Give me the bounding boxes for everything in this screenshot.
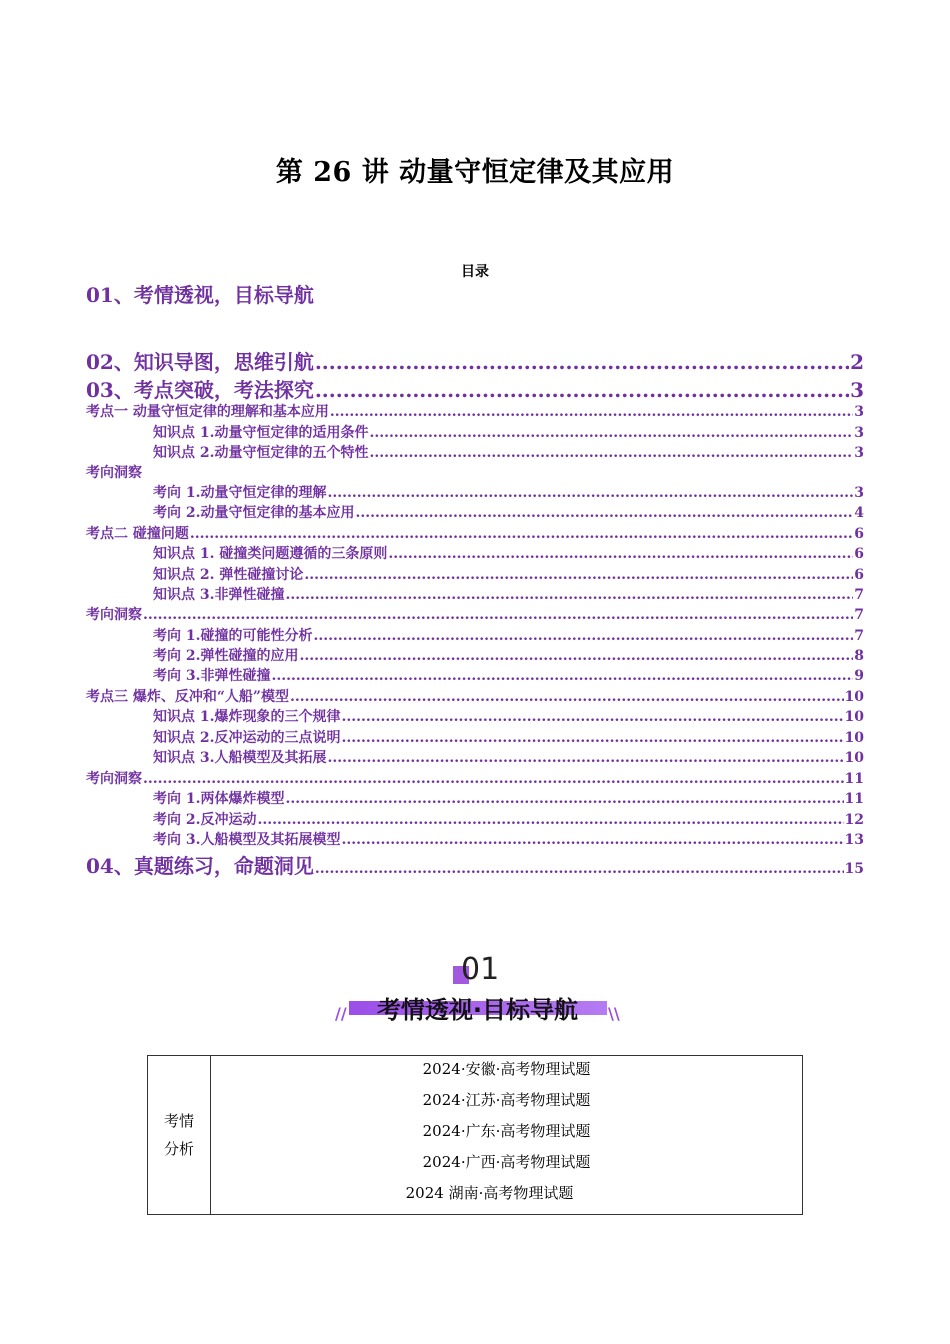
toc-entry-label: 知识点 2.反冲运动的三点说明 — [153, 730, 341, 746]
exam-analysis-table — [147, 1055, 803, 1215]
table-items-cell — [211, 1056, 803, 1215]
toc-entry-label: 考向 1.碰撞的可能性分析 — [153, 628, 313, 644]
toc-page-number: 10 — [844, 689, 864, 705]
toc-page-number: 10 — [844, 730, 864, 746]
exam-item: 2024·江苏·高考物理试题 — [422, 1091, 591, 1109]
toc-entry-label: 知识点 2.动量守恒定律的五个特性 — [153, 445, 369, 461]
toc-entry-k3-insight[interactable] — [86, 768, 864, 788]
toc-page-number: 11 — [844, 771, 864, 787]
toc-page-number: 6 — [854, 526, 864, 542]
toc-page-number: 3 — [854, 445, 864, 461]
banner-title: 考情透视·目标导航 — [376, 996, 579, 1024]
toc-page-number: 4 — [854, 505, 864, 521]
toc-entry-k3-knowledge-3[interactable] — [86, 747, 864, 767]
toc-entry-label: 04、真题练习，命题洞见 — [86, 854, 314, 878]
toc-page-number: 15 — [844, 861, 864, 877]
document-title: 第 26 讲 动量守恒定律及其应用 — [275, 157, 675, 188]
table-label-line: 分析 — [163, 1140, 194, 1158]
toc-entry-label: 考点一 动量守恒定律的理解和基本应用 — [86, 404, 329, 420]
toc-entry-label: 考向洞察 — [86, 465, 142, 481]
toc-page-number: 3 — [854, 425, 864, 441]
toc-entry-k3-knowledge-1[interactable] — [86, 706, 864, 726]
toc-entry-label: 知识点 3.非弹性碰撞 — [153, 587, 285, 603]
exam-item: 2024 湖南·高考物理试题 — [405, 1184, 574, 1202]
toc-page-number: 3 — [854, 404, 864, 420]
toc-entry-k1-knowledge-1[interactable] — [86, 422, 864, 442]
toc-entry-k3-knowledge-2[interactable] — [86, 727, 864, 747]
toc-entry-k2-knowledge-1[interactable] — [86, 543, 864, 563]
toc-page-number: 7 — [854, 628, 864, 644]
toc-entry-label: 03、考点突破，考法探究 — [86, 378, 314, 402]
toc-page-number: 13 — [844, 832, 864, 848]
exam-item: 2024·广西·高考物理试题 — [422, 1153, 591, 1171]
toc-page-number: 2 — [850, 350, 864, 374]
toc-entry-k2-knowledge-2[interactable] — [86, 564, 864, 584]
toc-entry-k1-insight[interactable] — [86, 462, 142, 482]
toc-entry-label: 考向 1.动量守恒定律的理解 — [153, 485, 327, 501]
toc-entry-kaodian-3[interactable] — [86, 686, 864, 706]
toc-page-number: 10 — [844, 750, 864, 766]
toc-page-number: 12 — [844, 812, 864, 828]
toc-page-number: 9 — [854, 668, 864, 684]
toc-entry-label: 考向 2.动量守恒定律的基本应用 — [153, 505, 355, 521]
exam-item: 2024·广东·高考物理试题 — [422, 1122, 591, 1140]
toc-entry-k3-direction-3[interactable] — [86, 829, 864, 849]
toc-entry-label: 考点二 碰撞问题 — [86, 526, 189, 542]
toc-heading: 目录 — [461, 264, 489, 280]
toc-entry-label: 考向 3.人船模型及其拓展模型 — [153, 832, 341, 848]
toc-entry-k3-direction-1[interactable] — [86, 788, 864, 808]
toc-page-number: 7 — [854, 587, 864, 603]
toc-entry-kaodian-1[interactable] — [86, 401, 864, 421]
exam-item: 2024·安徽·高考物理试题 — [422, 1060, 591, 1078]
toc-entry-label: 考向 2.反冲运动 — [153, 812, 257, 828]
toc-page-number: 10 — [844, 709, 864, 725]
toc-entry-k2-insight[interactable] — [86, 604, 864, 624]
toc-entry-label: 考点三 爆炸、反冲和“人船”模型 — [86, 689, 289, 705]
toc-page-number: 7 — [854, 607, 864, 623]
toc-entry-01[interactable]: 01、考情透视，目标导航 — [86, 283, 314, 307]
toc-entry-k3-direction-2[interactable] — [86, 809, 864, 829]
toc-entry-label: 知识点 3.人船模型及其拓展 — [153, 750, 327, 766]
toc-entry-label: 知识点 1. 碰撞类问题遵循的三条原则 — [153, 546, 388, 562]
toc-entry-label: 02、知识导图，思维引航 — [86, 350, 314, 374]
toc-entry-04[interactable] — [86, 850, 864, 879]
toc-entry-03[interactable] — [86, 374, 864, 403]
toc-entry-k1-direction-2[interactable] — [86, 502, 864, 522]
toc-entry-label: 考向 3.非弹性碰撞 — [153, 668, 271, 684]
toc-entry-label: 考向 1.两体爆炸模型 — [153, 791, 285, 807]
toc-page-number: 6 — [854, 567, 864, 583]
banner-right-mark: \\ — [608, 1004, 620, 1023]
toc-entry-k2-direction-2[interactable] — [86, 645, 864, 665]
toc-entry-02[interactable] — [86, 346, 864, 375]
toc-entry-label: 知识点 1.爆炸现象的三个规律 — [153, 709, 341, 725]
toc-entry-k1-knowledge-2[interactable] — [86, 442, 864, 462]
section-banner — [335, 952, 620, 1024]
toc-entry-k2-direction-3[interactable] — [86, 665, 864, 685]
toc-entry-label: 考向 2.弹性碰撞的应用 — [153, 648, 299, 664]
table-label-line: 考情 — [163, 1112, 194, 1130]
toc-entry-label: 知识点 1.动量守恒定律的适用条件 — [153, 425, 369, 441]
banner-number: 01 — [461, 952, 500, 987]
toc-entry-label: 考向洞察 — [86, 607, 142, 623]
toc-entry-k2-knowledge-3[interactable] — [86, 584, 864, 604]
toc-page-number: 11 — [844, 791, 864, 807]
toc-entry-label: 考向洞察 — [86, 771, 142, 787]
toc-entry-k1-direction-1[interactable] — [86, 482, 864, 502]
toc-entry-kaodian-2[interactable] — [86, 523, 864, 543]
banner-left-mark: // — [335, 1004, 347, 1023]
toc-entry-k2-direction-1[interactable] — [86, 625, 864, 645]
toc-page-number: 8 — [854, 648, 864, 664]
toc-page-number: 6 — [854, 546, 864, 562]
toc-page-number: 3 — [850, 378, 864, 402]
toc-page-number: 3 — [854, 485, 864, 501]
toc-entry-label: 知识点 2. 弹性碰撞讨论 — [153, 567, 304, 583]
